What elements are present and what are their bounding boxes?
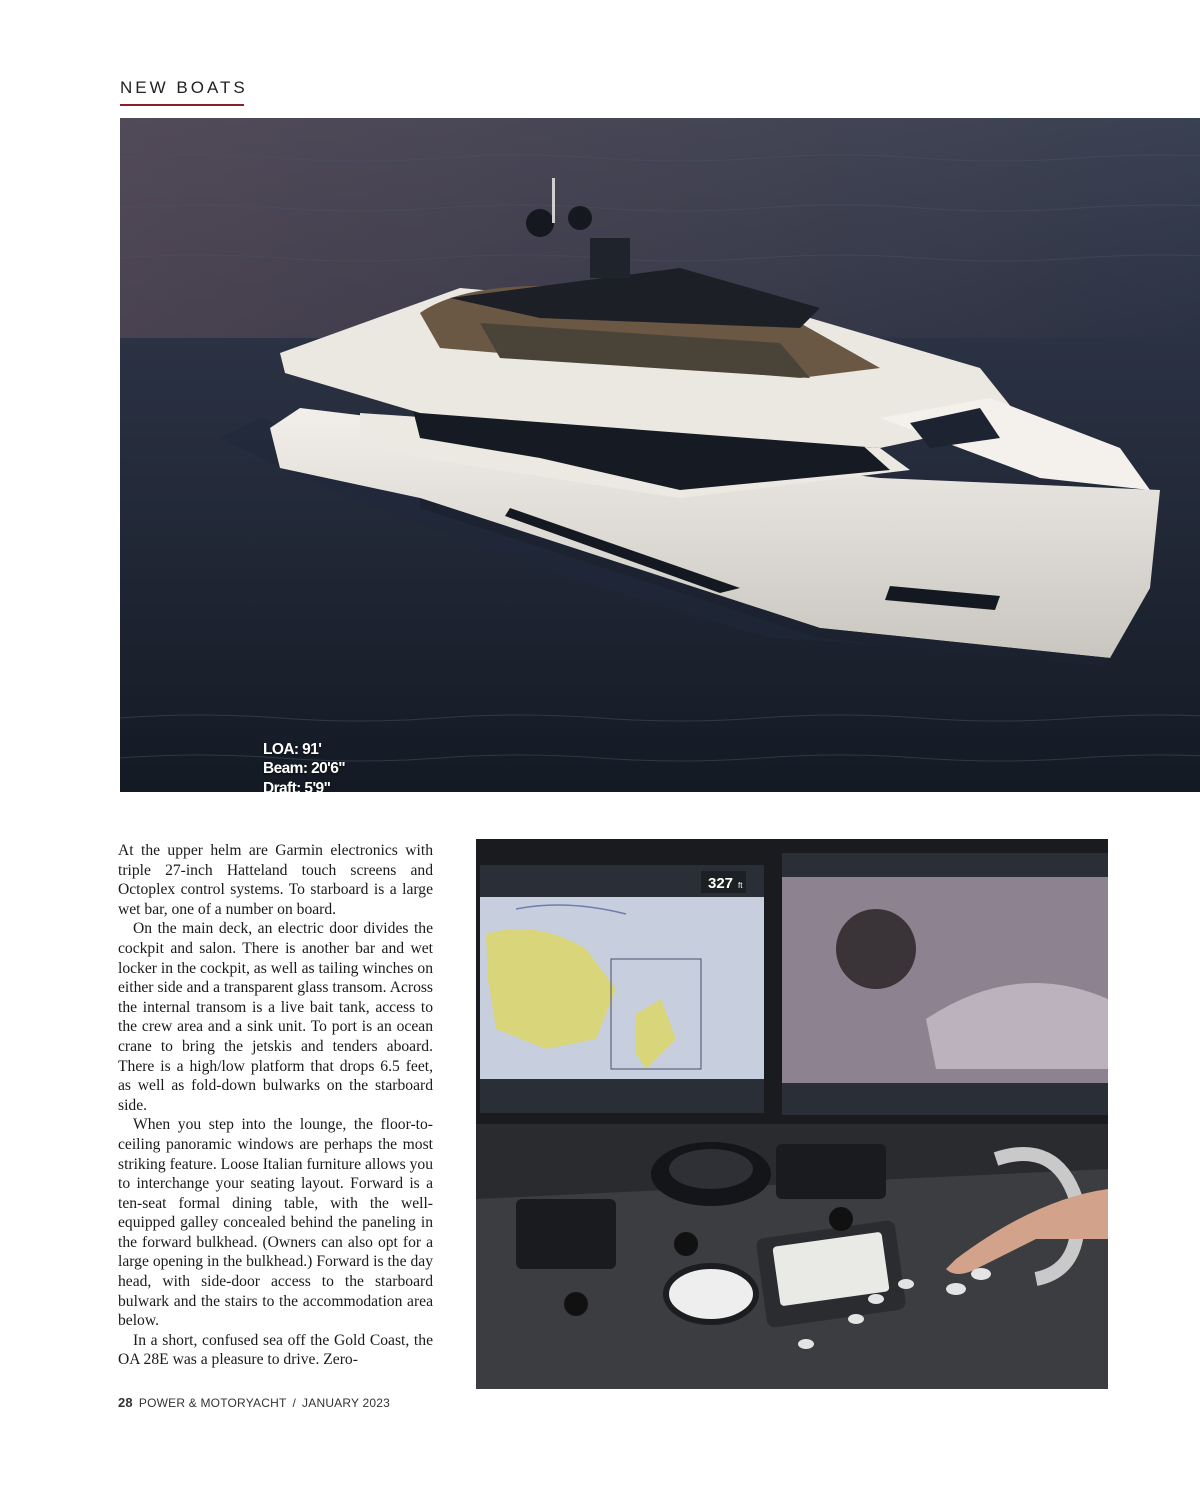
footer-separator: / [292, 1396, 297, 1410]
page-number: 28 [118, 1395, 133, 1410]
article-paragraph: On the main deck, an electric door divides the cockpit and salon. There is another bar and wet locker in the cockpit, as well as tailing winches on either side and a transparent glass transom. Across the internal transom is a live bait tank, access to the crew area and a sink unit. To port is an ocean crane to bring the jetskis and tenders aboard. There is a high/low platform that drops 6.5 feet, as well as fold-down bulwarks on the starboard side. [118, 920, 433, 1114]
section-label: NEW BOATS [120, 78, 248, 97]
spec-beam: Beam: 20'6" [263, 760, 345, 778]
article-paragraph: At the upper helm are Garmin electronics with triple 27-inch Hatteland touch screens and Octoplex control systems. To starboard is a large wet bar, one of a number on board. [118, 842, 433, 918]
article-body [118, 841, 433, 1370]
spec-list [263, 740, 459, 792]
depth-unit: ft [738, 881, 743, 890]
section-rule [120, 104, 244, 106]
page-footer [118, 1395, 390, 1410]
depth-readout: 327 [708, 875, 734, 892]
spec-draft: Draft: 5'9" [263, 779, 331, 792]
helm-photo [476, 839, 1108, 1389]
article-paragraph: When you step into the lounge, the floor-to-ceiling panoramic windows are perhaps the most striking feature. Loose Italian furniture allows you to interchange your seating layout. Forward is a ten-seat formal dining table, with the well-equipped galley concealed behind the paneling in the forward bulkhead. (Owners can also opt for a large opening in the bulkhead.) Forward is the day head, with side-door access to the starboard bulwark and the stairs to the accommodation area below. [118, 1116, 433, 1330]
article-paragraph: In a short, confused sea off the Gold Coast, the OA 28E was a pleasure to drive. Zero- [118, 1331, 433, 1369]
issue-date: JANUARY 2023 [302, 1396, 391, 1410]
spec-loa: LOA: 91' [263, 741, 322, 758]
publication-name: POWER & MOTORYACHT [138, 1396, 287, 1410]
yacht-photo [120, 118, 1200, 792]
